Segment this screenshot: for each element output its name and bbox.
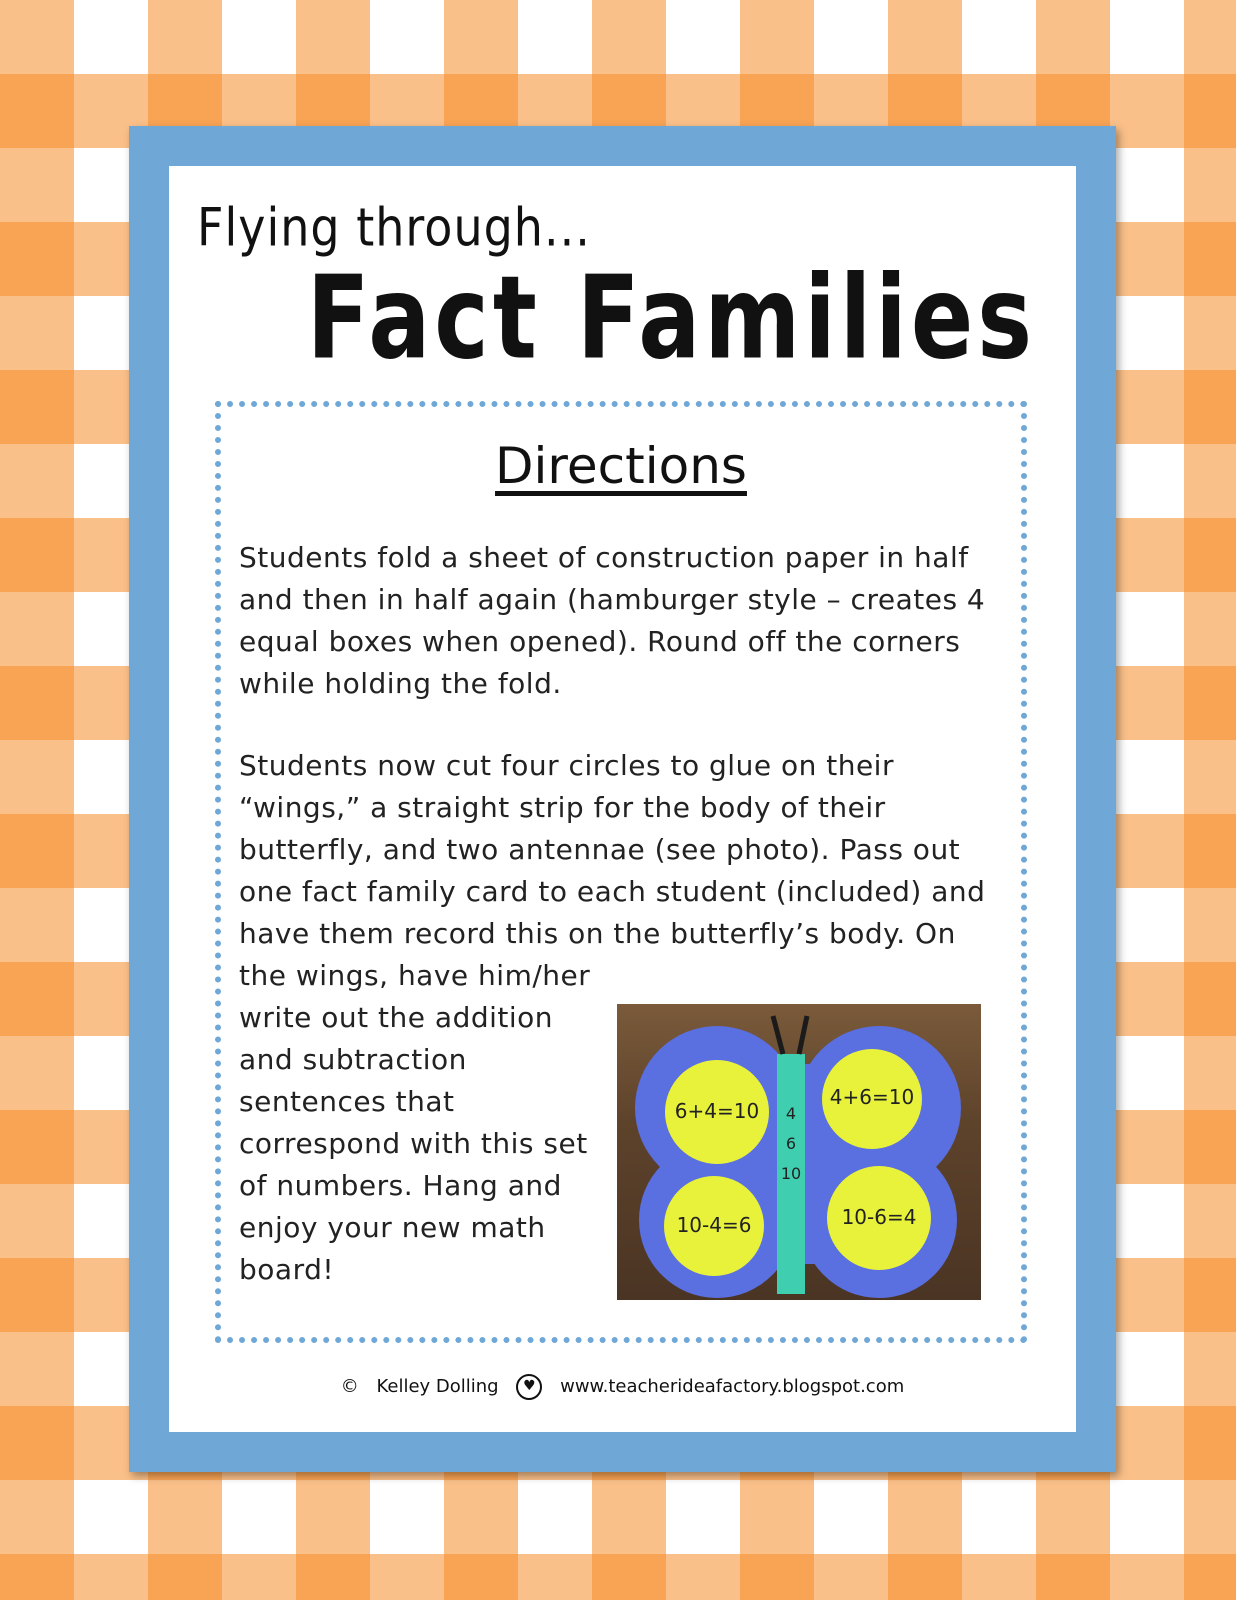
wing-label-bottom-right: 10-6=4 (841, 1205, 917, 1229)
directions-heading: Directions (495, 437, 747, 495)
butterfly-antennae (773, 1016, 807, 1054)
heart-icon: ♥ (516, 1374, 542, 1400)
footer (169, 1374, 1076, 1400)
wing-label-bottom-left: 10-4=6 (676, 1213, 752, 1237)
butterfly-illustration (617, 1004, 981, 1300)
directions-box (215, 401, 1027, 1343)
body-number-3: 10 (780, 1164, 802, 1183)
page-subtitle: Flying through... (197, 196, 591, 259)
copyright-icon: © (340, 1376, 359, 1397)
directions-paragraph-2: Students now cut four circles to glue on their “wings,” a straight strip for the body of their butterfly, and two antennae (see photo). Pass out one fact family card to each student (included) and have them record this on the butterfly’s body. On the wings, have him/her (239, 749, 986, 992)
directions-paragraph-1: Students fold a sheet of construction paper in half and then in half again (hamburger style – creates 4 equal boxes when opened). Round off the corners while holding the fold. (239, 541, 986, 700)
butterfly-photo (617, 1004, 981, 1300)
page-frame (129, 126, 1116, 1472)
body-number-2: 6 (785, 1134, 797, 1153)
wing-label-top-right: 4+6=10 (829, 1085, 915, 1109)
body-number-1: 4 (785, 1104, 797, 1123)
wing-label-top-left: 6+4=10 (674, 1099, 760, 1123)
footer-author: Kelley Dolling (376, 1376, 499, 1397)
footer-website[interactable]: www.teacherideafactory.blogspot.com (560, 1376, 905, 1397)
directions-paragraph-3: write out the addition and subtraction sentences that correspond with this set of numbers. Hang and enjoy your new math board! (239, 1001, 588, 1286)
page-paper (169, 166, 1076, 1432)
page-title: Fact Families (306, 251, 1036, 385)
